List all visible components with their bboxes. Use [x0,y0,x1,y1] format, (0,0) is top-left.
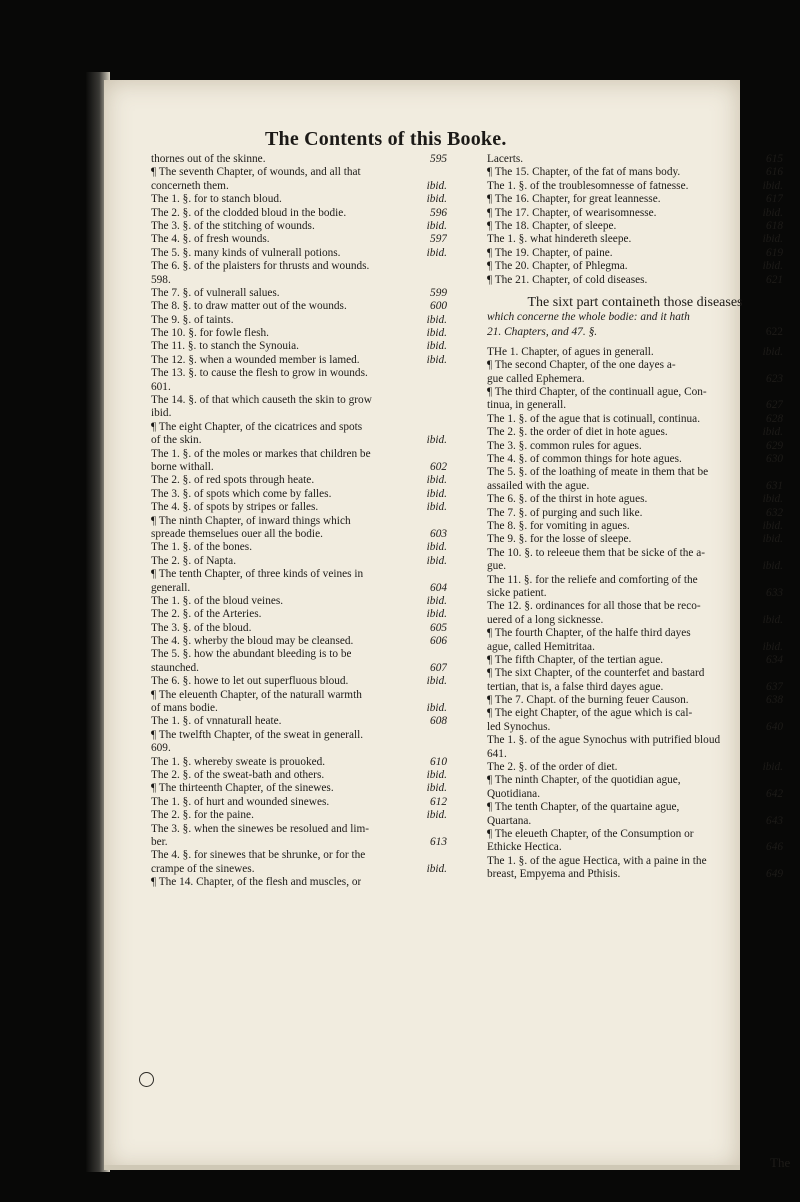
entry-text: Lacerts. [487,153,524,165]
entry-page: 621 [766,273,783,286]
entry-page: ibid. [426,782,447,795]
contents-entry [151,220,447,233]
contents-entry [487,641,783,654]
entry-text: The 10. §. to releeue them that be sicke of the a- [487,546,706,559]
entry-text: ¶ The 7. Chapt. of the burning feuer Causon. [487,694,689,707]
entry-page: ibid. [762,761,783,774]
contents-entry [151,474,447,487]
entry-text: of mans bodie. [151,702,218,715]
entry-page: 642 [766,787,783,800]
entry-text: The 2. §. of Napta. [151,554,237,567]
entry-page: 627 [766,399,783,412]
entry-page: 616 [766,166,783,179]
contents-entry [487,681,783,694]
contents-entry [151,702,447,715]
entry-page: ibid. [426,474,447,487]
contents-entry [151,193,447,206]
contents-entry [487,855,783,868]
entry-page: ibid. [426,541,447,554]
contents-entry [487,774,783,787]
entry-text: borne withall. [151,460,214,473]
entry-text: The 3. §. of the bloud. [151,621,252,634]
contents-entry [151,675,447,688]
entry-text: ¶ The 20. Chapter, of Phlegma. [487,260,628,273]
entry-text: The 2. §. of the clodded bloud in the bodie. [151,206,347,219]
contents-entry [151,635,447,648]
entry-page: ibid. [762,493,783,506]
entry-page: 597 [430,233,447,246]
entry-text: ¶ The tenth Chapter, of three kinds of veines in [151,568,364,581]
contents-entry [487,868,783,881]
entry-text: concerneth them. [151,179,229,192]
contents-entry [151,180,447,193]
contents-entry [151,287,447,300]
contents-entry [151,233,447,246]
entry-page: 631 [766,479,783,492]
entry-page: 600 [430,300,447,313]
entry-text: The 10. §. for fowle flesh. [151,327,269,340]
entry-page: ibid. [762,179,783,192]
entry-text: The 1. §. for to stanch bloud. [151,193,282,206]
contents-entry [151,448,447,461]
entry-text: generall. [151,581,191,594]
contents-entry [487,721,783,734]
contents-entry [487,761,783,774]
contents-entry [487,507,783,520]
entry-text: ¶ The eleueth Chapter, of the Consumption or [487,827,694,840]
contents-entry [151,836,447,849]
contents-entry [487,788,783,801]
entry-text: 609. [151,742,171,755]
contents-entry [151,394,447,407]
contents-entry [487,560,783,573]
entry-text: The 6. §. of the thirst in hote agues. [487,493,648,506]
entry-page: ibid. [762,233,783,246]
contents-entry [487,734,783,747]
entry-text: ¶ The ninth Chapter, of the quotidian ague, [487,774,681,787]
contents-entry [151,782,447,795]
entry-page: 649 [766,868,783,881]
entry-text: The 4. §. of common things for hote agues. [487,453,682,466]
entry-page: ibid. [426,594,447,607]
entry-text: tinua, in generall. [487,399,567,412]
entry-page: ibid. [426,434,447,447]
entry-page: ibid. [426,608,447,621]
entry-page: 634 [766,653,783,666]
contents-entry [487,547,783,560]
contents-entry [151,756,447,769]
contents-entry [487,654,783,667]
contents-entry [487,346,783,359]
entry-text: ¶ The 15. Chapter, of the fat of mans body. [487,166,681,179]
entry-page: 640 [766,720,783,733]
contents-entry [151,809,447,822]
entry-text: 601. [151,380,171,393]
contents-entry [151,715,447,728]
entry-text: The 1. §. of the bloud veines. [151,594,284,607]
entry-text: The 12. §. ordinances for all those that be reco- [487,600,701,613]
contents-entry [487,166,783,179]
entry-text: The 8. §. for vomiting in agues. [487,519,630,532]
entry-text: ¶ The 17. Chapter, of wearisomnesse. [487,206,657,219]
entry-page: 613 [430,835,447,848]
entry-page: 599 [430,286,447,299]
entry-text: The 1. §. of the ague Synochus with putrified bloud [487,734,721,747]
part-subtitle-line [487,325,783,340]
contents-entry [151,796,447,809]
contents-entry [487,614,783,627]
contents-entry [487,193,783,206]
contents-entry [487,574,783,587]
entry-text: The 2. §. of the order of diet. [487,761,618,774]
entry-text: Ethicke Hectica. [487,841,562,854]
entry-text: The 2. §. the order of diet in hote agues. [487,426,668,439]
entry-page: 629 [766,439,783,452]
entry-text: spreade themselues ouer all the bodie. [151,527,323,540]
contents-entry [487,220,783,233]
entry-text: ber. [151,835,168,848]
entry-text: 641. [487,747,507,760]
entry-text: Quartana. [487,814,532,827]
entry-text: ibid. [151,407,172,420]
contents-entry [487,480,783,493]
contents-entry [487,440,783,453]
entry-text: The 13. §. to cause the flesh to grow in wounds. [151,367,368,380]
contents-entry [487,694,783,707]
entry-text: ¶ The fourth Chapter, of the halfe third dayes [487,627,691,640]
entry-text: The 9. §. of taints. [151,313,234,326]
entry-text: THe 1. Chapter, of agues in generall. [487,345,654,358]
entry-page: ibid. [426,246,447,259]
contents-entry [151,314,447,327]
entry-page: 604 [430,581,447,594]
contents-entry [487,801,783,814]
entry-page: 628 [766,412,783,425]
contents-entry [151,421,447,434]
catchword: The [770,1155,791,1170]
entry-text: The 11. §. to stanch the Synouia. [151,340,299,353]
entry-text: The 11. §. for the reliefe and comforting of the [487,573,698,586]
part-page: 622 [765,325,783,338]
part-title: The sixt part containeth those diseases [527,294,743,310]
printer-mark-icon [139,1072,154,1087]
contents-entry [151,247,447,260]
entry-page: 646 [766,841,783,854]
contents-entry [151,515,447,528]
contents-entry [151,622,447,635]
right-column-entries-top [487,153,783,287]
entry-page: ibid. [762,519,783,532]
contents-entry [151,207,447,220]
entry-text: The 5. §. how the abundant bleeding is to be [151,648,352,661]
entry-page: ibid. [426,353,447,366]
entry-text: The 12. §. when a wounded member is lamed. [151,353,360,366]
contents-entry [151,595,447,608]
entry-text: The 6. §. of the plaisters for thrusts and wounds. [151,260,370,273]
entry-text: The 1. §. of the bones. [151,541,253,554]
entry-text: The 1. §. of the ague Hectica, with a paine in the [487,854,707,867]
entry-page: 605 [430,621,447,634]
entry-page: 623 [766,372,783,385]
contents-entry [487,180,783,193]
entry-text: ¶ The seventh Chapter, of wounds, and all that [151,166,361,179]
entry-page: 615 [766,153,783,165]
entry-text: The 6. §. howe to let out superfluous bloud. [151,675,349,688]
contents-entry [151,648,447,661]
entry-page: 612 [430,795,447,808]
entry-page: ibid. [426,179,447,192]
contents-entry [151,407,447,420]
entry-text: The 4. §. of fresh wounds. [151,233,270,246]
entry-text: The 1. §. what hindereth sleepe. [487,233,632,246]
contents-entry [151,260,447,273]
entry-text: The 3. §. common rules for agues. [487,439,642,452]
entry-page: 633 [766,586,783,599]
contents-entry [487,841,783,854]
contents-entry [151,742,447,755]
entry-text: The 2. §. of the Arteries. [151,608,262,621]
entry-page: ibid. [426,327,447,340]
entry-page: ibid. [762,206,783,219]
entry-text: led Synochus. [487,720,551,733]
entry-text: The 2. §. of the sweat-bath and others. [151,768,325,781]
contents-entry [151,528,447,541]
entry-text: ¶ The 21. Chapter, of cold diseases. [487,273,648,286]
entry-text: ¶ The fifth Chapter, of the tertian ague. [487,653,664,666]
entry-text: tertian, that is, a false third dayes ague. [487,680,664,693]
entry-text: The 8. §. to draw matter out of the wounds. [151,300,347,313]
contents-entry [151,823,447,836]
contents-entry [487,828,783,841]
entry-text: staunched. [151,661,199,674]
part-subtitle: which concerne the whole bodie: and it hath [487,310,690,323]
contents-entry [487,707,783,720]
contents-entry [487,399,783,412]
entry-text: assailed with the ague. [487,479,590,492]
entry-text: of the skin. [151,434,202,447]
entry-text: ¶ The sixt Chapter, of the counterfet and bastard [487,667,705,680]
part-heading [487,295,783,340]
entry-text: ¶ The 16. Chapter, for great leannesse. [487,193,661,206]
entry-page: 607 [430,661,447,674]
entry-text: ¶ The eleuenth Chapter, of the naturall warmth [151,688,362,701]
entry-text: breast, Empyema and Pthisis. [487,868,621,881]
contents-entry [151,608,447,621]
entry-page: 602 [430,460,447,473]
contents-entry [151,166,447,179]
entry-text: The 1. §. of the ague that is cotinuall, continua. [487,412,701,425]
contents-entry [487,533,783,546]
contents-entry [487,493,783,506]
contents-entry [487,386,783,399]
entry-page: ibid. [426,702,447,715]
entry-page: ibid. [426,193,447,206]
entry-text: The 1. §. whereby sweate is prouoked. [151,755,326,768]
contents-entry [487,667,783,680]
contents-entry [487,520,783,533]
entry-text: ¶ The 18. Chapter, of sleepe. [487,219,617,232]
entry-page: ibid. [762,640,783,653]
contents-entry [487,627,783,640]
entry-page: ibid. [762,260,783,273]
entry-text: thornes out of the skinne. [151,153,266,165]
entry-text: ¶ The second Chapter, of the one dayes a- [487,359,676,372]
contents-entry [487,207,783,220]
contents-entry [487,453,783,466]
entry-text: The 7. §. of vulnerall salues. [151,286,280,299]
entry-page: ibid. [426,340,447,353]
part-subtitle-line [487,310,783,325]
entry-page: ibid. [762,345,783,358]
entry-text: uered of a long sicknesse. [487,613,604,626]
contents-entry [487,153,783,166]
entry-text: sicke patient. [487,586,547,599]
entry-page: 603 [430,527,447,540]
contents-entry [487,413,783,426]
entry-text: ague, called Hemitritaa. [487,640,595,653]
contents-entry [151,876,447,889]
entry-page: ibid. [762,533,783,546]
contents-entry [487,426,783,439]
contents-entry [151,849,447,862]
entry-text: Quotidiana. [487,787,541,800]
entry-page: ibid. [426,809,447,822]
contents-entry [151,729,447,742]
entry-text: The 7. §. of purging and such like. [487,506,643,519]
entry-text: The 1. §. of the moles or markes that children be [151,447,371,460]
entry-text: The 3. §. when the sinewes be resolued and lim- [151,822,370,835]
contents-entry [487,600,783,613]
entry-text: ¶ The ninth Chapter, of inward things which [151,514,351,527]
left-column [151,153,447,889]
entry-text: gue. [487,560,507,573]
entry-page: ibid. [762,560,783,573]
entry-text: The 14. §. of that which causeth the skin to grow [151,394,372,407]
entry-page: 637 [766,680,783,693]
contents-entry [151,434,447,447]
contents-entry [487,587,783,600]
entry-text: ¶ The third Chapter, of the continuall ague, Con- [487,386,707,399]
contents-entry [151,354,447,367]
entry-text: ¶ The 14. Chapter, of the flesh and muscles, or [151,876,362,889]
contents-entry [487,359,783,372]
entry-page: ibid. [426,487,447,500]
contents-entry [487,260,783,273]
contents-entry [487,373,783,386]
contents-entry [151,662,447,675]
entry-page: 638 [766,694,783,707]
entry-page: ibid. [762,613,783,626]
contents-entry [487,748,783,761]
contents-entry [151,769,447,782]
entry-text: gue called Ephemera. [487,372,585,385]
contents-entry [151,300,447,313]
entry-text: The 1. §. of hurt and wounded sinewes. [151,795,330,808]
entry-page: 643 [766,814,783,827]
entry-text: The 4. §. of spots by stripes or falles. [151,501,319,514]
entry-page: ibid. [426,501,447,514]
contents-entry [151,274,447,287]
contents-entry [151,488,447,501]
contents-entry [487,233,783,246]
contents-entry [151,327,447,340]
entry-text: ¶ The twelfth Chapter, of the sweat in generall. [151,728,364,741]
entry-page: ibid. [762,426,783,439]
entry-page: ibid. [426,675,447,688]
entry-text: The 5. §. of the loathing of meate in them that be [487,466,709,479]
entry-page: 610 [430,755,447,768]
page-bottom-edge [104,1165,740,1170]
entry-text: ¶ The eight Chapter, of the ague which is cal- [487,707,693,720]
entry-text: ¶ The thirteenth Chapter, of the sinewes. [151,782,334,795]
entry-text: ¶ The 19. Chapter, of paine. [487,246,613,259]
entry-text: The 5. §. many kinds of vulnerall potions. [151,246,341,259]
contents-entry [151,501,447,514]
contents-entry [487,247,783,260]
contents-entry [151,582,447,595]
entry-text: crampe of the sinewes. [151,862,255,875]
entry-page: ibid. [426,862,447,875]
part-subtitle-2: 21. Chapters, and 47. §. [487,325,598,338]
entry-page: ibid. [426,219,447,232]
contents-entry [151,367,447,380]
contents-entry [487,274,783,287]
contents-entry [487,815,783,828]
entry-text: The 2. §. of red spots through heate. [151,474,315,487]
entry-page: 595 [430,153,447,165]
entry-page: 619 [766,246,783,259]
entry-text: The 9. §. for the losse of sleepe. [487,533,632,546]
entry-text: The 1. §. of vnnaturall heate. [151,715,282,728]
entry-text: ¶ The tenth Chapter, of the quartaine ague, [487,801,680,814]
entry-text: 598. [151,273,171,286]
entry-text: The 3. §. of the stitching of wounds. [151,219,315,232]
entry-text: ¶ The eight Chapter, of the cicatrices and spots [151,420,363,433]
entry-page: 630 [766,453,783,466]
right-column [487,153,783,882]
entry-page: ibid. [426,768,447,781]
entry-page: 617 [766,193,783,206]
entry-page: ibid. [426,313,447,326]
contents-entry [151,555,447,568]
right-column-entries-bottom [487,346,783,882]
entry-page: 608 [430,715,447,728]
contents-entry [151,541,447,554]
entry-text: The 2. §. for the paine. [151,809,254,822]
contents-entry [151,381,447,394]
contents-entry [151,461,447,474]
page-header: The Contents of this Booke. [265,128,507,150]
entry-page: 632 [766,506,783,519]
entry-text: The 1. §. of the troublesomnesse of fatnesse. [487,179,689,192]
contents-entry [151,689,447,702]
entry-page: 606 [430,635,447,648]
contents-entry [487,466,783,479]
entry-page: ibid. [426,554,447,567]
entry-page: 596 [430,206,447,219]
contents-entry [151,153,447,166]
contents-entry [151,340,447,353]
entry-text: The 4. §. for sinewes that be shrunke, or for the [151,849,366,862]
entry-text: The 3. §. of spots which come by falles. [151,487,332,500]
contents-entry [151,568,447,581]
entry-page: 618 [766,219,783,232]
contents-entry [151,863,447,876]
entry-text: The 4. §. wherby the bloud may be cleansed. [151,635,354,648]
